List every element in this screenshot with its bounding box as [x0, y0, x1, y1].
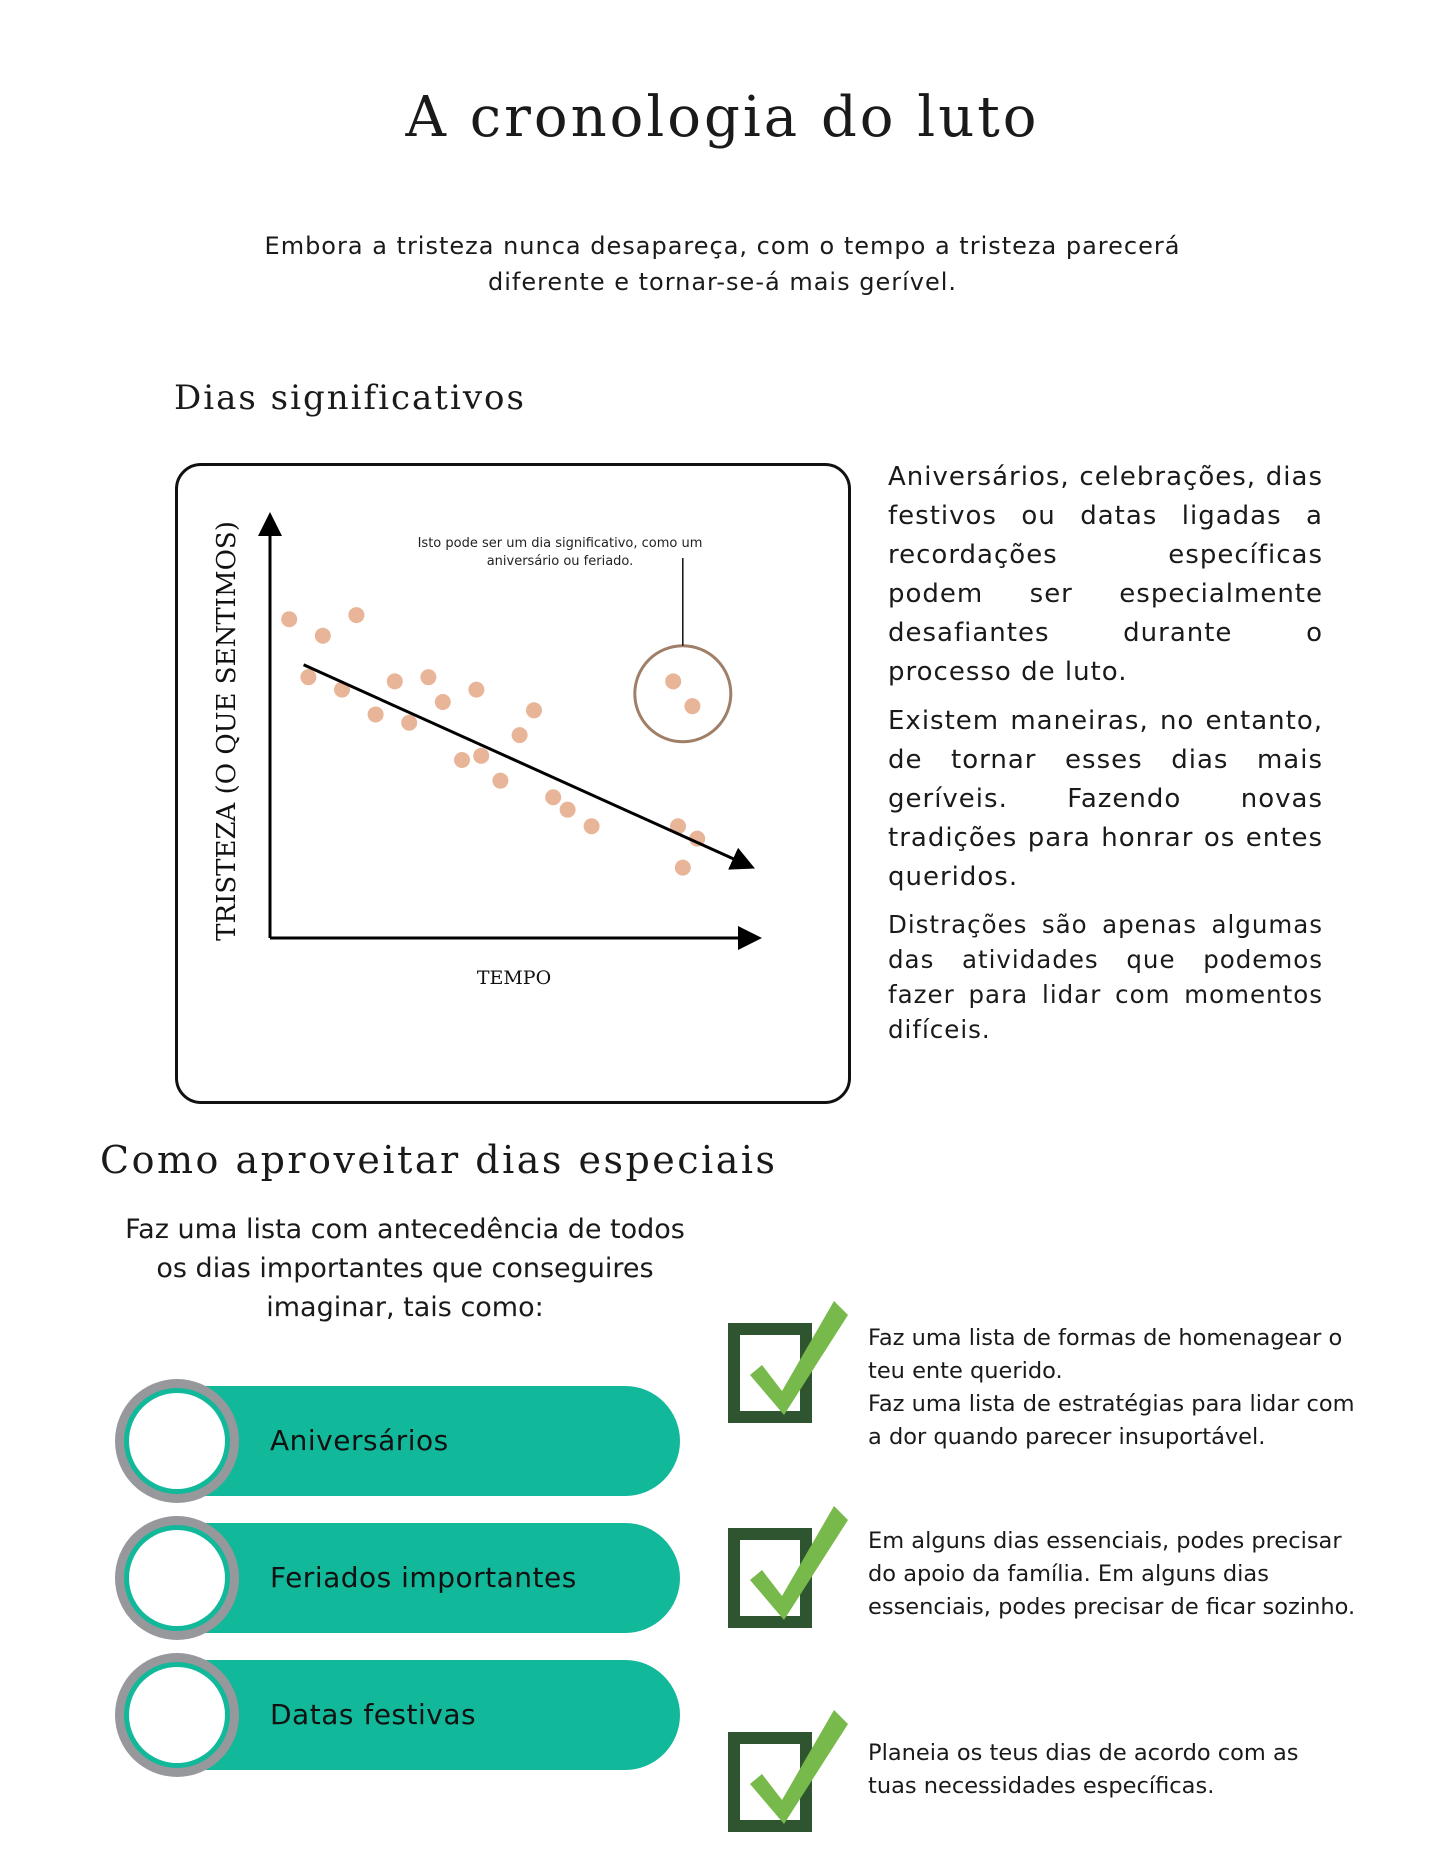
data-point — [315, 628, 331, 644]
annotation-text: Isto pode ser um dia significativo, como um — [417, 536, 703, 551]
intro-line: Embora a tristeza nunca desapareça, com o tempo a tristeza parecerá — [264, 232, 1181, 260]
data-point — [468, 682, 484, 698]
checklist-line: Faz uma lista de formas de homenagear o — [868, 1325, 1343, 1351]
dias-description — [888, 458, 1323, 1057]
intro-line: diferente e tornar-se-á mais gerível. — [487, 268, 958, 296]
chart-frame — [175, 463, 851, 1104]
checkbox-checked-icon — [722, 1490, 862, 1630]
data-point — [300, 669, 316, 685]
checklist-line: tuas necessidades específicas. — [868, 1773, 1215, 1799]
paragraph: Existem maneiras, no entanto, de tornar esses dias mais geríveis. Fazendo novas tradições para honrar os entes queridos. — [888, 706, 1323, 892]
data-point — [454, 752, 470, 768]
paragraph: Aniversários, celebrações, dias festivos ou datas ligadas a recordações específicas podem ser especialmente desafiantes durante o processo de luto. — [888, 462, 1323, 687]
checkbox-checked-icon — [722, 1285, 862, 1425]
x-axis-label: TEMPO — [476, 967, 552, 989]
data-point — [512, 727, 528, 743]
paragraph: Distrações são apenas algumas das atividades que podemos fazer para lidar com momentos difíceis. — [888, 910, 1323, 1044]
data-point — [401, 715, 417, 731]
circle-icon — [115, 1516, 239, 1640]
circle-icon — [115, 1379, 239, 1503]
checklist-line: essenciais, podes precisar de ficar sozinho. — [868, 1594, 1356, 1620]
highlighted-data-point — [684, 698, 700, 714]
data-point — [281, 611, 297, 627]
checklist-item — [868, 1322, 1408, 1454]
intro-line: Faz uma lista com antecedência de todos — [125, 1214, 685, 1245]
data-point — [675, 860, 691, 876]
data-point — [435, 694, 451, 710]
como-intro-text — [95, 1210, 715, 1327]
intro-text — [200, 228, 1245, 300]
checklist-line: Planeia os teus dias de acordo com as — [868, 1740, 1299, 1766]
checklist-line: do apoio da família. Em alguns dias — [868, 1561, 1269, 1587]
data-point — [473, 748, 489, 764]
data-point — [584, 818, 600, 834]
scatter-chart — [178, 466, 848, 1101]
data-point — [387, 673, 403, 689]
pill-label: Feriados importantes — [270, 1561, 577, 1594]
pill-label: Datas festivas — [270, 1698, 477, 1731]
checklist-item — [868, 1525, 1408, 1624]
checklist-line: Em alguns dias essenciais, podes precisar — [868, 1528, 1342, 1554]
intro-line: os dias importantes que conseguires — [156, 1253, 654, 1284]
section-heading-como: Como aproveitar dias especiais — [100, 1138, 778, 1182]
trend-line — [304, 665, 744, 864]
data-point — [560, 802, 576, 818]
checklist-line: Faz uma lista de estratégias para lidar com — [868, 1391, 1355, 1417]
checklist-item — [868, 1737, 1408, 1803]
data-point — [368, 706, 384, 722]
y-axis-label: TRISTEZA (O QUE SENTIMOS) — [212, 521, 242, 941]
pill-label: Aniversários — [270, 1424, 449, 1457]
data-point — [420, 669, 436, 685]
annotation-text: aniversário ou feriado. — [486, 554, 634, 569]
annotation-circle — [635, 646, 731, 742]
checklist-line: teu ente querido. — [868, 1358, 1063, 1384]
points-layer — [281, 607, 705, 876]
section-heading-dias: Dias significativos — [174, 378, 526, 418]
intro-line: imaginar, tais como: — [266, 1292, 544, 1323]
data-point — [526, 702, 542, 718]
page-title: A cronologia do luto — [405, 85, 1040, 150]
circle-icon — [115, 1653, 239, 1777]
checklist-line: a dor quando parecer insuportável. — [868, 1424, 1266, 1450]
checkbox-checked-icon — [722, 1694, 862, 1834]
data-point — [348, 607, 364, 623]
data-point — [492, 773, 508, 789]
data-point — [545, 789, 561, 805]
highlighted-data-point — [665, 673, 681, 689]
